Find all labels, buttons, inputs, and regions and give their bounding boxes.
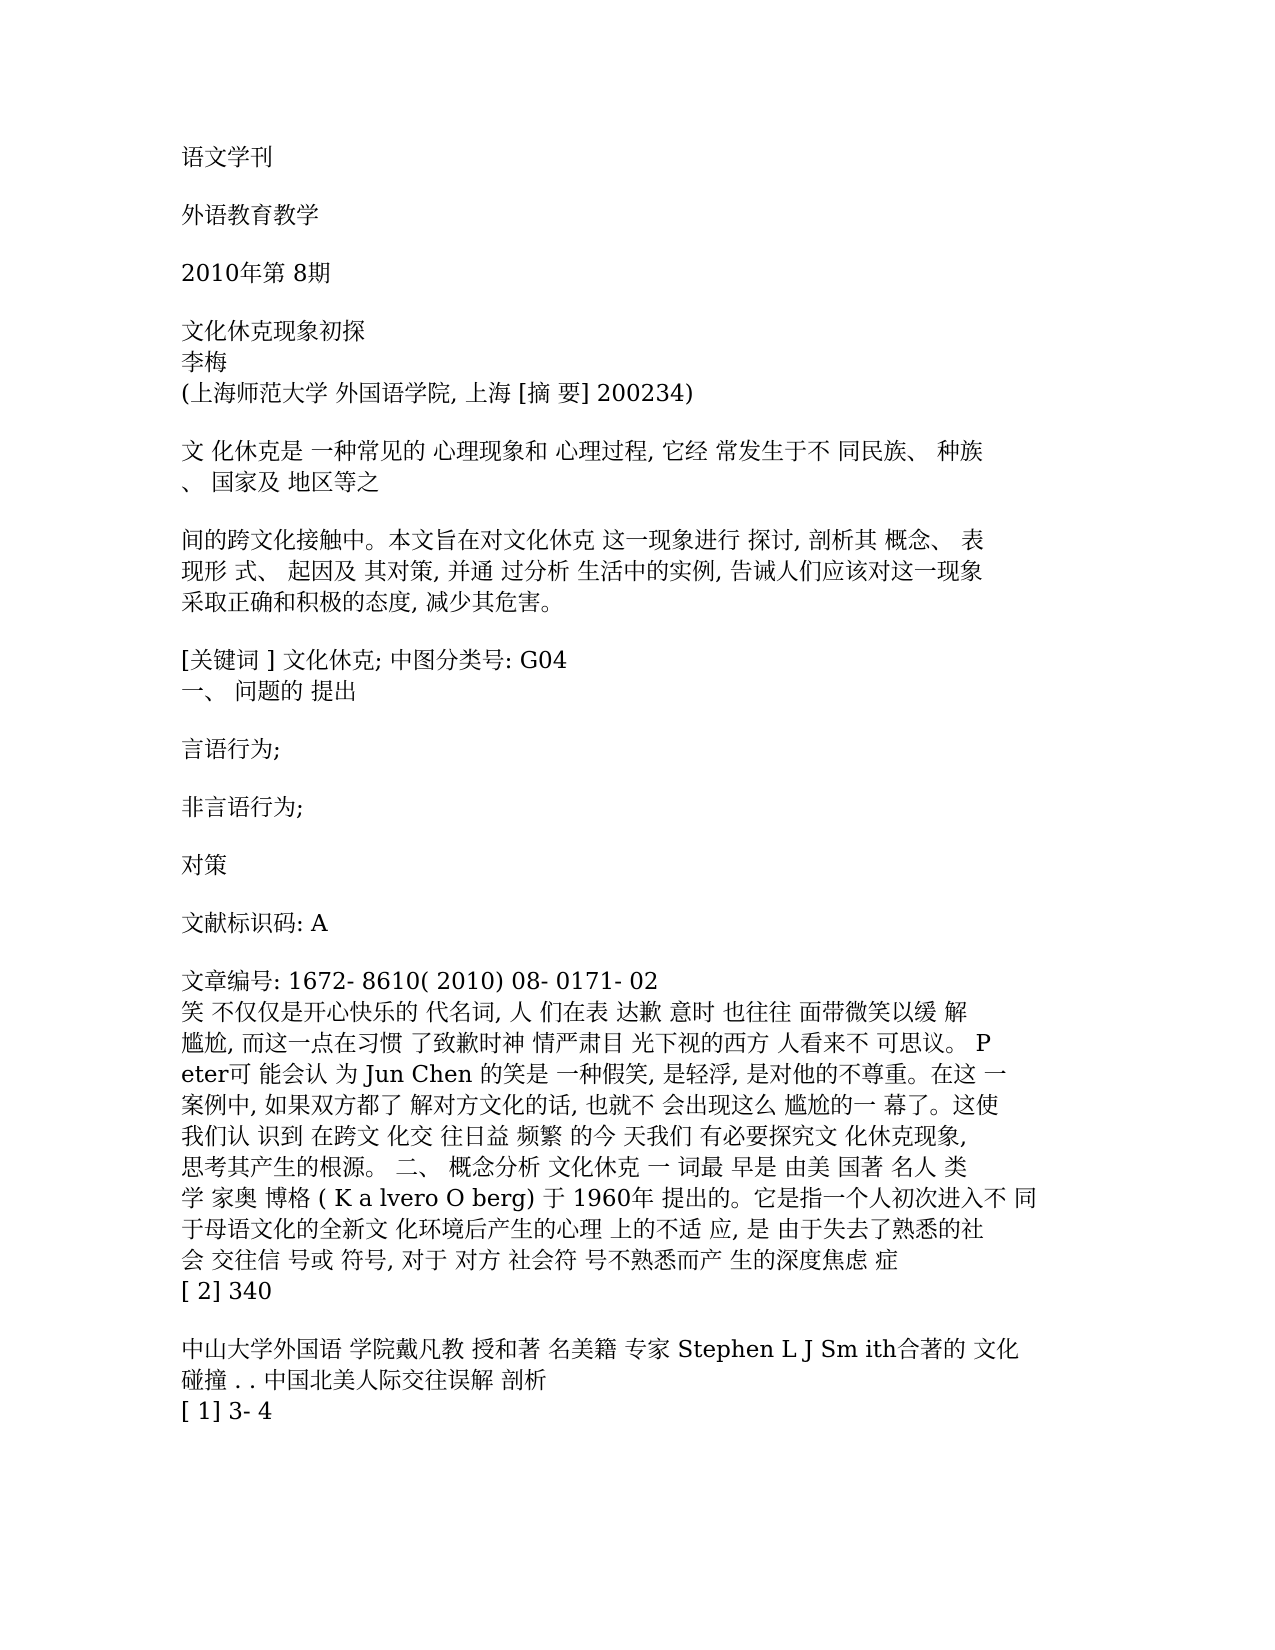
article-title: 文化休克现象初探	[181, 319, 365, 345]
item-speech-act: 言语行为;	[181, 737, 281, 763]
body-line: 笑 不仅仅是开心快乐的 代名词, 人 们在表 达歉 意时 也往往 面带微笑以缓 解	[181, 1000, 968, 1026]
author-affiliation: (上海师范大学 外国语学院, 上海 [摘 要] 200234)	[181, 381, 694, 407]
source-line: 中山大学外国语 学院戴凡教 授和著 名美籍 专家 Stephen L J Sm ith合著的 文化	[181, 1337, 1020, 1363]
reference-marker: [ 1] 3- 4	[181, 1399, 273, 1425]
abstract-line: 现形 式、 起因及 其对策, 并通 过分析 生活中的实例, 告诫人们应该对这一现象	[181, 559, 983, 585]
body-line: 会 交往信 号或 符号, 对于 对方 社会符 号不熟悉而产 生的深度焦虑 症	[181, 1248, 899, 1274]
item-nonverbal-act: 非言语行为;	[181, 795, 304, 821]
abstract-line: 采取正确和积极的态度, 减少其危害。	[181, 590, 564, 616]
abstract-line: 间的跨文化接触中。本文旨在对文化休克 这一现象进行 探讨, 剖析其 概念、 表	[181, 528, 984, 554]
journal-name: 语文学刊	[181, 145, 273, 171]
item-countermeasures: 对策	[181, 853, 227, 879]
body-line: 学 家奥 博格 ( K a lvero O berg) 于 1960年 提出的。它是指一个人初次进入不 同	[181, 1186, 1037, 1212]
body-line: 尴尬, 而这一点在习惯 了致歉时神 情严肃目 光下视的西方 人看来不 可思议。 P	[181, 1031, 991, 1057]
document-code: 文献标识码: A	[181, 911, 328, 937]
author-name: 李梅	[181, 350, 227, 376]
section-heading: 一、 问题的 提出	[181, 679, 357, 705]
abstract-line: 文 化休克是 一种常见的 心理现象和 心理过程, 它经 常发生于不 同民族、 种族	[181, 439, 983, 465]
article-number: 文章编号: 1672- 8610( 2010) 08- 0171- 02	[181, 969, 659, 995]
source-line: 碰撞 . . 中国北美人际交往误解 剖析	[181, 1368, 547, 1394]
body-line: 于母语文化的全新文 化环境后产生的心理 上的不适 应, 是 由于失去了熟悉的社	[181, 1217, 984, 1243]
body-line: 思考其产生的根源。 二、 概念分析 文化休克 一 词最 早是 由美 国著 名人 类	[181, 1155, 968, 1181]
body-line: eter可 能会认 为 Jun Chen 的笑是 一种假笑, 是轻浮, 是对他的不尊重。在这 一	[181, 1062, 1007, 1088]
issue-label: 2010年第 8期	[181, 261, 331, 287]
body-line: 我们认 识到 在跨文 化交 往日益 频繁 的今 天我们 有必要探究文 化休克现象,	[181, 1124, 968, 1150]
abstract-line: 、 国家及 地区等之	[181, 470, 380, 496]
body-line: 案例中, 如果双方都了 解对方文化的话, 也就不 会出现这么 尴尬的一 幕了。这使	[181, 1093, 999, 1119]
reference-marker: [ 2] 340	[181, 1279, 273, 1305]
keywords-line: [关键词 ] 文化休克; 中图分类号: G04	[181, 648, 568, 674]
section-name: 外语教育教学	[181, 203, 319, 229]
